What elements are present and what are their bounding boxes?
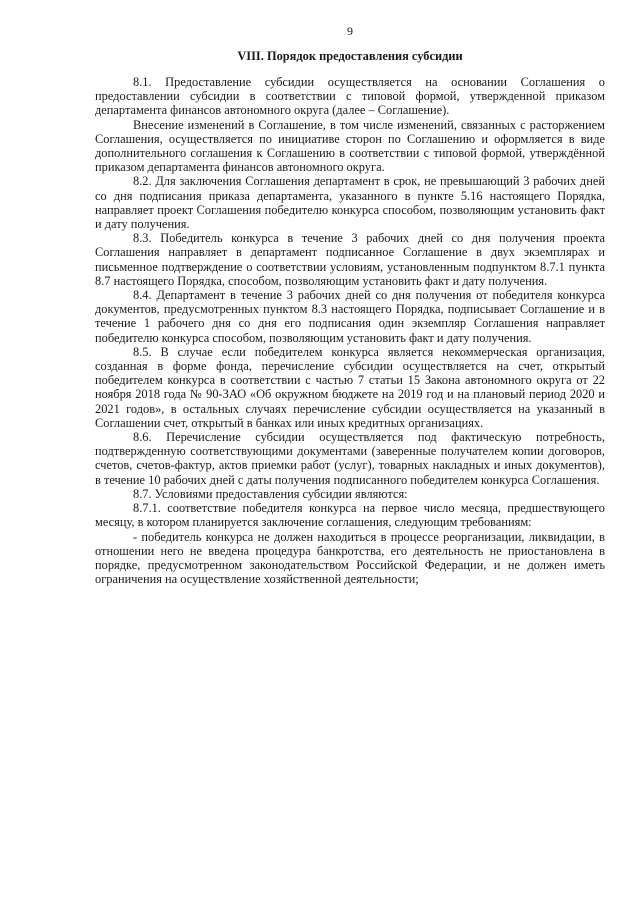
page-number: 9 <box>347 24 353 38</box>
paragraph-8-4: 8.4. Департамент в течение 3 рабочих дней со дня получения от победителя конкурса документов, предусмотренных пунктом 8.3 настоящего Порядка, подписывает Соглашение и в течение 1 рабочего дня со дня его подписания один экземпляр Соглашения направляет победителю конкурса способом, позволяющим установить факт и дату получения. <box>95 288 605 345</box>
paragraph-amendments: Внесение изменений в Соглашение, в том числе изменений, связанных с расторжением Соглашения, осуществляется по инициативе сторон по Соглашению и оформляется в виде дополнительного соглашения к Соглашению в соответствии с типовой формой, утверждённой приказом департамента финансов автономного округа. <box>95 117 605 175</box>
paragraph-8-1: 8.1. Предоставление субсидии осуществляется на основании Соглашения о предоставлении субсидии в соответствии с типовой формой, утвержденной приказом департамента финансов автономного округа (далее – Соглашение). <box>95 75 605 118</box>
paragraph-8-3: 8.3. Победитель конкурса в течение 3 рабочих дней со дня получения проекта Соглашения направляет в департамент подписанное Соглашение в двух экземплярах и письменное подтверждение о соответствии условиям, установленным подпунктом 8.7.1 пункта 8.7 настоящего Порядка, способом, позволяющим установить факт и дату получения. <box>95 231 605 288</box>
paragraph-8-6: 8.6. Перечисление субсидии осуществляется под фактическую потребность, подтвержденную соответствующими документами (заверенные получателем копии договоров, счетов, счетов-фактур, актов приемки работ (услуг), товарных накладных и иных документов), в течение 10 рабочих дней с даты получения подписанного победителем конкурса Соглашения. <box>95 430 605 487</box>
paragraph-8-7-1: 8.7.1. соответствие победителя конкурса на первое число месяца, предшествующего месяцу, в котором планируется заключение соглашения, следующим требованиям: <box>95 501 605 530</box>
section-title: VIII. Порядок предоставления субсидии <box>237 49 463 63</box>
paragraph-8-7: 8.7. Условиями предоставления субсидии являются: <box>133 486 408 501</box>
paragraph-8-2: 8.2. Для заключения Соглашения департамент в срок, не превышающий 3 рабочих дней со дня подписания приказа департамента, указанного в пункте 5.16 настоящего Порядка, направляет проект Соглашения победителю конкурса способом, позволяющим установить факт и дату получения. <box>95 174 605 232</box>
paragraph-requirement-1: - победитель конкурса не должен находиться в процессе реорганизации, ликвидации, в отношении него не введена процедура банкротства, его деятельность не приостановлена в порядке, предусмотренном законодательством Российской Федерации, и не должен иметь ограничения на осуществление хозяйственной деятельности; <box>95 529 605 587</box>
document-page <box>95 24 605 586</box>
paragraph-8-5: 8.5. В случае если победителем конкурса является некоммерческая организация, созданная в форме фонда, перечисление субсидии осуществляется на счет, открытый победителем конкурса в соответствии с частью 7 статьи 15 Закона автономного округа от 22 ноября 2018 года № 90-ЗАО «Об окружном бюджете на 2019 год и на плановый период 2020 и 2021 годов», в остальных случаях перечисление субсидии осуществляется на указанный в Соглашении счет, открытый в банках или иных кредитных организациях. <box>95 344 605 430</box>
